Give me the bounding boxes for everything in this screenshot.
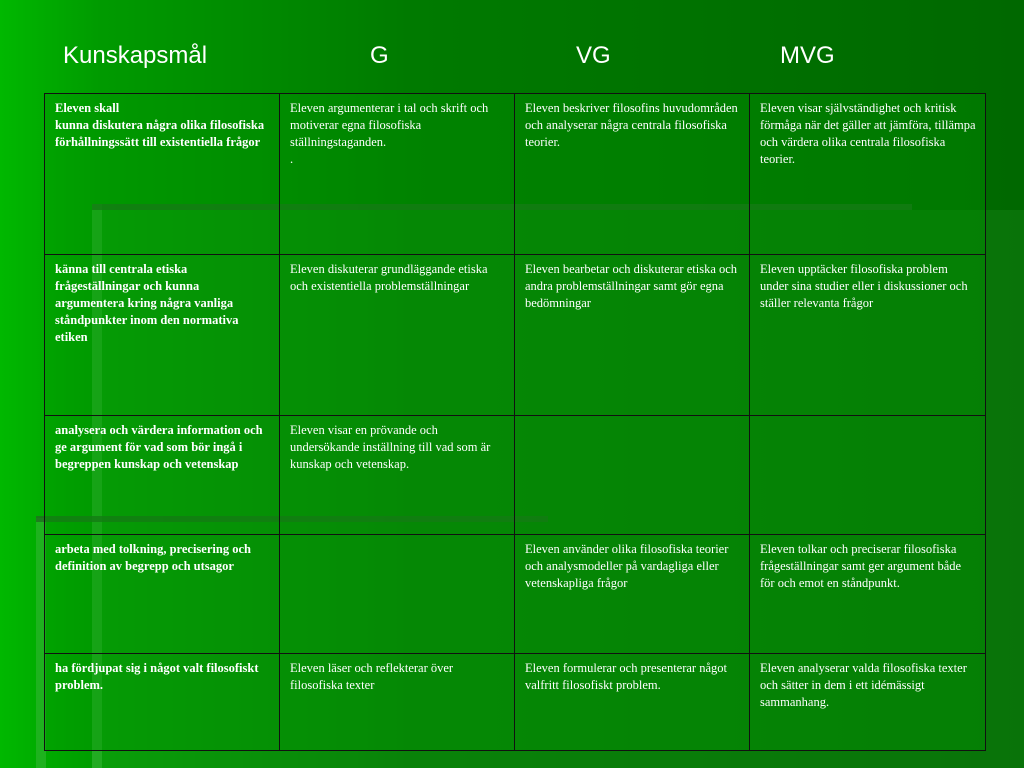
goal-cell [45,416,280,535]
table-row [45,654,986,751]
mvg-cell [750,654,986,751]
vg-cell [515,654,750,751]
vg-cell [515,535,750,654]
goal-cell [45,654,280,751]
mvg-cell [750,416,986,535]
mvg-text: Eleven upptäcker filosofiska problem under sina studier eller i diskussioner och ställer relevanta frågor [760,262,968,310]
vg-text: Eleven bearbetar och diskuterar etiska och andra problemställningar samt gör egna bedömningar [525,262,738,310]
mvg-text: Eleven tolkar och preciserar filosofiska frågeställningar samt ger argument både för och emot en ståndpunkt. [760,542,962,590]
vg-text: Eleven använder olika filosofiska teorier och analysmodeller på vardagliga eller vetenskapliga frågor [525,542,729,590]
header-mvg: MVG [780,42,835,69]
vg-cell [515,255,750,416]
g-cell [280,654,515,751]
goal-cell [45,94,280,255]
goal-cell [45,535,280,654]
goal-title: Eleven skall [55,101,120,115]
header-vg: VG [576,42,611,69]
table-row [45,535,986,654]
g-text: Eleven argumenterar i tal och skrift och motiverar egna filosofiska ställningstaganden. [290,101,489,149]
goal-text: känna till centrala etiska frågeställningar och kunna argumentera kring några vanliga ståndpunkter inom den normativa etiken [55,262,239,344]
g-text: Eleven läser och reflekterar över filosofiska texter [290,661,454,692]
column-headers [0,42,1024,76]
vg-text: Eleven beskriver filosofins huvudområden och analyserar några centrala filosofiska teorier. [525,101,738,149]
goal-text: arbeta med tolkning, precisering och definition av begrepp och utsagor [55,542,251,573]
vg-text: Eleven formulerar och presenterar något valfritt filosofiskt problem. [525,661,727,692]
header-g: G [370,42,389,69]
mvg-cell [750,255,986,416]
g-cell [280,535,515,654]
g-cell [280,255,515,416]
vg-cell [515,416,750,535]
criteria-table [44,93,986,751]
g-cell [280,416,515,535]
mvg-text: Eleven analyserar valda filosofiska texter och sätter in dem i ett idémässigt sammanhang. [760,661,967,709]
goal-text: kunna diskutera några olika filosofiska förhållningssätt till existentiella frågor [55,118,265,149]
table-row [45,255,986,416]
mvg-cell [750,535,986,654]
goal-cell [45,255,280,416]
header-kunskapsmal: Kunskapsmål [63,42,208,69]
g-extra: . [290,152,294,166]
vg-cell [515,94,750,255]
g-text: Eleven diskuterar grundläggande etiska och existentiella problemställningar [290,262,488,293]
mvg-text: Eleven visar självständighet och kritisk förmåga när det gäller att jämföra, tillämpa och värdera olika centrala filosofiska teorier. [760,101,976,166]
g-text: Eleven visar en prövande och undersökande inställning till vad som är kunskap och vetenskap. [290,423,491,471]
goal-text: ha fördjupat sig i något valt filosofiskt problem. [55,661,259,692]
table-row [45,94,986,255]
goal-text: analysera och värdera information och ge argument för vad som bör ingå i begreppen kunskap och vetenskap [55,423,263,471]
g-cell [280,94,515,255]
table-row [45,416,986,535]
mvg-cell [750,94,986,255]
